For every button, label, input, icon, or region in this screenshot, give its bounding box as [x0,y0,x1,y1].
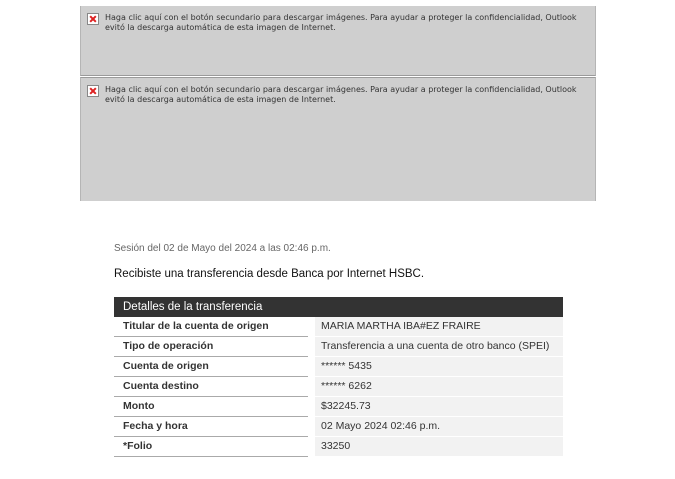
row-label: Cuenta destino [114,377,308,397]
row-value: ****** 6262 [315,377,563,397]
image-placeholder-2[interactable] [80,77,596,201]
table-row [114,417,563,437]
row-value: ****** 5435 [315,357,563,377]
session-info: Sesión del 02 de Mayo del 2024 a las 02:46 p.m. [114,243,331,254]
broken-image-icon [87,85,99,97]
image-placeholder-text: Haga clic aquí con el botón secundario para descargar imágenes. Para ayudar a proteger la confidencialidad, Outlook evitó la descarga automática de esta imagen de Internet. [105,13,577,32]
table-row [114,357,563,377]
image-placeholder-1[interactable] [80,6,596,76]
row-value: 02 Mayo 2024 02:46 p.m. [315,417,563,437]
row-label: Tipo de operación [114,337,308,357]
image-placeholder-text: Haga clic aquí con el botón secundario para descargar imágenes. Para ayudar a proteger la confidencialidad, Outlook evitó la descarga automática de esta imagen de Internet. [105,85,577,104]
table-row [114,437,563,457]
table-row [114,337,563,357]
row-value: Transferencia a una cuenta de otro banco (SPEI) [315,337,563,357]
row-value: MARIA MARTHA IBA#EZ FRAIRE [315,317,563,337]
row-label: Monto [114,397,308,417]
table-row [114,397,563,417]
row-label: Fecha y hora [114,417,308,437]
intro-message: Recibiste una transferencia desde Banca por Internet HSBC. [114,268,425,280]
transfer-details-table [114,297,563,457]
row-label: Titular de la cuenta de origen [114,317,308,337]
details-title: Detalles de la transferencia [114,297,563,317]
row-label: *Folio [114,437,308,457]
row-value: 33250 [315,437,563,457]
table-row [114,377,563,397]
row-value: $32245.73 [315,397,563,417]
broken-image-icon [87,13,99,25]
row-label: Cuenta de origen [114,357,308,377]
table-row [114,317,563,337]
